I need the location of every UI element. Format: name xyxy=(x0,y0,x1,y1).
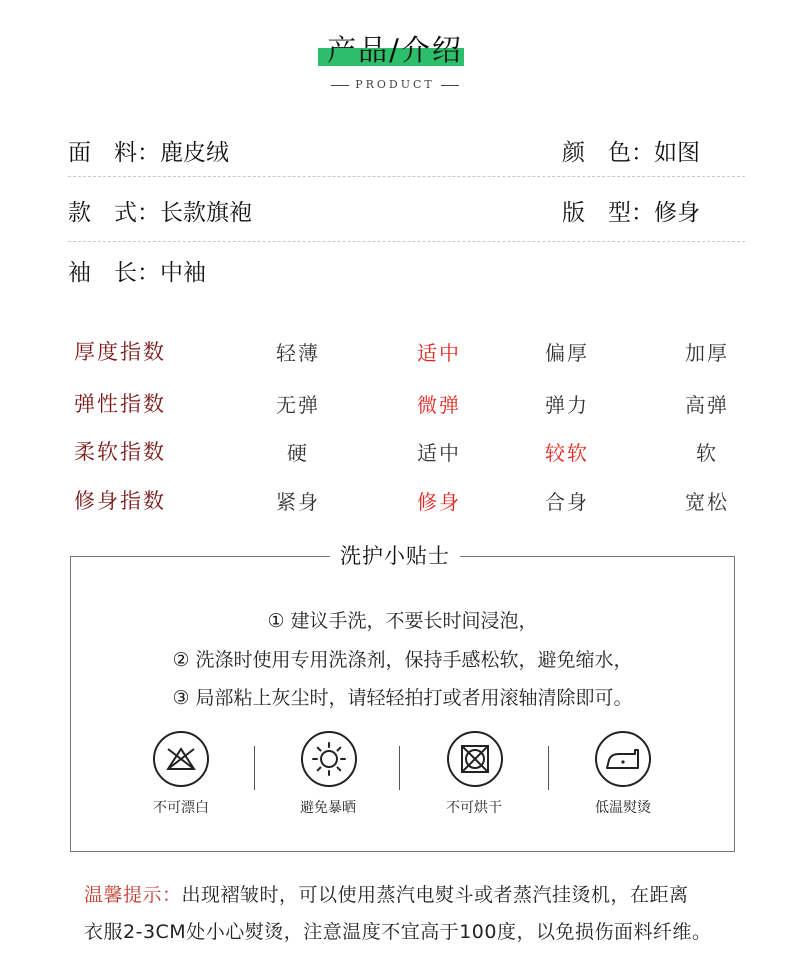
index-option: 轻薄 xyxy=(276,341,320,365)
index-option: 紧身 xyxy=(276,490,320,514)
care-icon-label: 不可漂白 xyxy=(153,800,209,816)
reminder-prefix: 温馨提示： xyxy=(84,884,182,906)
care-reminder-line-2: 衣服2-3CM处小心熨烫，注意温度不宜高于100度，以免损伤面料纤维。 xyxy=(84,921,712,943)
spec-color-label: 颜 色： xyxy=(562,140,654,166)
spec-fabric-value: 鹿皮绒 xyxy=(160,140,229,166)
index-option: 合身 xyxy=(545,490,589,514)
index-option: 高弹 xyxy=(685,393,729,417)
spec-sleeve-label: 袖 长： xyxy=(68,260,160,286)
index-option: 宽松 xyxy=(685,490,729,514)
index-option-selected: 适中 xyxy=(417,341,461,365)
index-option: 适中 xyxy=(417,441,461,465)
index-row-label: 厚度指数 xyxy=(74,340,166,364)
spec-fit-label: 版 型： xyxy=(562,200,654,226)
no-tumble-dry-icon xyxy=(447,731,503,787)
care-reminder-line-1 xyxy=(84,880,689,907)
index-option-selected: 较软 xyxy=(545,441,589,465)
avoid-sun-icon xyxy=(301,731,357,787)
spec-color xyxy=(562,134,700,167)
spec-color-value: 如图 xyxy=(654,140,700,166)
care-icon-label: 低温熨烫 xyxy=(595,800,651,816)
spec-fabric xyxy=(68,134,229,167)
subtitle-dash-left xyxy=(331,85,349,86)
icon-separator xyxy=(548,746,549,790)
index-option-selected: 微弹 xyxy=(417,393,461,417)
spec-divider xyxy=(68,241,745,242)
care-tips-title: 洗护小贴士 xyxy=(330,540,460,572)
index-row-label: 修身指数 xyxy=(74,489,166,513)
icon-separator xyxy=(254,746,255,790)
care-tip-line-1: ① 建议手洗，不要长时间浸泡， xyxy=(267,610,538,632)
care-tip-line-3: ③ 局部粘上灰尘时，请轻轻拍打或者用滚轴清除即可。 xyxy=(172,687,633,709)
page-header xyxy=(0,28,790,72)
spec-style xyxy=(68,194,252,227)
care-icon-label: 不可烘干 xyxy=(446,800,502,816)
spec-sleeve-value: 中袖 xyxy=(160,260,206,286)
no-bleach-icon xyxy=(153,731,209,787)
icon-separator xyxy=(399,746,400,790)
index-option: 无弹 xyxy=(276,393,320,417)
spec-style-value: 长款旗袍 xyxy=(160,200,252,226)
care-tip-line-2: ② 洗涤时使用专用洗涤剂，保持手感松软，避免缩水， xyxy=(172,649,633,671)
index-option: 偏厚 xyxy=(545,341,589,365)
index-option-selected: 修身 xyxy=(417,490,461,514)
page-subtitle xyxy=(0,78,790,91)
index-option: 软 xyxy=(696,441,718,465)
subtitle-text: PRODUCT xyxy=(355,78,435,91)
index-row-label: 柔软指数 xyxy=(74,440,166,464)
subtitle-dash-right xyxy=(441,85,459,86)
index-option: 加厚 xyxy=(685,341,729,365)
reminder-text-1: 出现褶皱时，可以使用蒸汽电熨斗或者蒸汽挂烫机，在距离 xyxy=(181,884,689,906)
index-option: 弹力 xyxy=(545,393,589,417)
spec-fit-value: 修身 xyxy=(654,200,700,226)
low-iron-icon xyxy=(595,731,651,787)
page-title: 产品/介绍 xyxy=(327,33,463,67)
spec-style-label: 款 式： xyxy=(68,200,160,226)
index-option: 硬 xyxy=(287,441,309,465)
index-row-label: 弹性指数 xyxy=(74,392,166,416)
spec-fabric-label: 面 料： xyxy=(68,140,160,166)
spec-fit xyxy=(562,194,700,227)
care-icon-label: 避免暴晒 xyxy=(300,800,356,816)
spec-divider xyxy=(68,176,745,177)
spec-sleeve xyxy=(68,254,206,287)
